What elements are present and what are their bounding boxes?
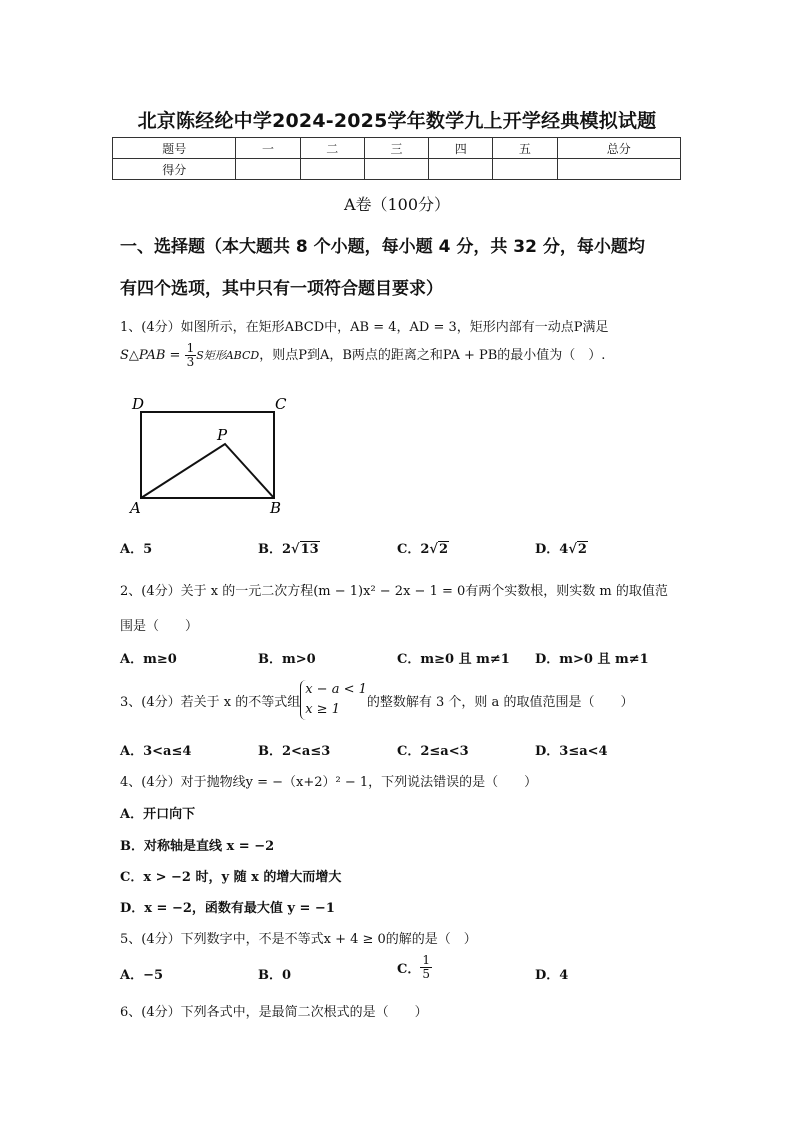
q1-area-rhs: S矩形ABCD [196, 349, 260, 362]
label-b: B [270, 499, 282, 517]
q4-text: 4、(4分）对于抛物线y = −（x+2）² − 1，下列说法错误的是（ ） [120, 775, 538, 790]
label-c: C [275, 395, 287, 413]
q1-condition [120, 342, 605, 369]
score-input-cell [493, 159, 557, 180]
q1-fraction: $\frac{1}{3}$ [186, 341, 195, 369]
q2-option-c[interactable]: C．m≥0 且 m≠1 [397, 652, 510, 667]
segments-pa-pb [141, 444, 274, 498]
q6-text: 6、(4分）下列各式中，是最简二次根式的是（ ） [120, 1005, 428, 1020]
q2-text-line1: 2、(4分）关于 x 的一元二次方程(m − 1)x² − 2x − 1 = 0有两个实数根，则实数 m 的取值范 [120, 584, 668, 599]
score-table-header-row [113, 138, 681, 159]
q3-inequality-system: x − a < 1 x ≥ 1 [300, 680, 367, 720]
q3-prefix: 3、(4分）若关于 x 的不等式组 [120, 694, 301, 710]
section-heading-line1: 一、选择题（本大题共 8 个小题，每小题 4 分，共 32 分，每小题均 [120, 237, 645, 257]
score-table [112, 137, 681, 180]
score-cell: 四 [429, 138, 493, 159]
score-input-cell [300, 159, 364, 180]
q2-option-d[interactable]: D．m>0 且 m≠1 [535, 652, 649, 667]
label-d: D [132, 395, 145, 413]
score-cell: 得分 [113, 159, 236, 180]
q4-option-a[interactable]: A．开口向下 [120, 807, 196, 822]
q5-fraction: $\frac{1}{5}$ [422, 953, 430, 981]
q2-option-b[interactable]: B．m>0 [258, 652, 316, 667]
score-cell: 一 [236, 138, 300, 159]
score-cell: 三 [364, 138, 428, 159]
q3-option-d[interactable]: D．3≤a<4 [535, 744, 608, 759]
q3-text [120, 680, 633, 720]
q1-text: 1、(4分）如图所示，在矩形ABCD中，AB = 4，AD = 3，矩形内部有一动点P满足 [120, 320, 609, 335]
rectangle-figure [128, 392, 288, 517]
q5-option-b[interactable]: B．0 [258, 968, 292, 983]
score-cell: 总分 [557, 138, 680, 159]
section-heading-line2: 有四个选项，其中只有一项符合题目要求） [120, 279, 443, 299]
q4-option-c[interactable]: C．x > −2 时，y 随 x 的增大而增大 [120, 870, 342, 885]
score-cell: 题号 [113, 138, 236, 159]
page-title: 北京陈经纶中学2024-2025学年数学九上开学经典模拟试题 [137, 110, 657, 132]
q4-option-b[interactable]: B．对称轴是直线 x = −2 [120, 839, 275, 854]
q4-option-d[interactable]: D．x = −2，函数有最大值 y = −1 [120, 901, 335, 916]
q5-option-a[interactable]: A．−5 [120, 968, 164, 983]
score-input-cell [236, 159, 300, 180]
q1-option-d[interactable]: D．4√2 [535, 542, 587, 557]
q1-area-lhs: S△PAB = [120, 348, 185, 363]
q3-suffix: 的整数解有 3 个，则 a 的取值范围是（ ） [366, 694, 634, 710]
score-input-cell [557, 159, 680, 180]
q3-option-b[interactable]: B．2<a≤3 [258, 744, 331, 759]
score-table-score-row [113, 159, 681, 180]
label-p: P [217, 426, 228, 444]
score-cell: 二 [300, 138, 364, 159]
q1-option-c[interactable]: C．2√2 [397, 542, 448, 557]
q5-text: 5、(4分）下列数字中，不是不等式x + 4 ≥ 0的解的是（ ） [120, 932, 477, 947]
label-a: A [130, 499, 141, 517]
q1-option-a[interactable]: A．5 [120, 542, 153, 557]
q2-option-a[interactable]: A．m≥0 [120, 652, 177, 667]
q3-option-a[interactable]: A．3<a≤4 [120, 744, 192, 759]
q3-option-c[interactable]: C．2≤a<3 [397, 744, 469, 759]
score-cell: 五 [493, 138, 557, 159]
q1-question: ，则点P到A，B两点的距离之和PA + PB的最小值为（ ）. [259, 348, 606, 363]
paper-part-label: A卷（100分） [343, 195, 451, 214]
q5-option-c[interactable]: C． $\frac{1}{5}$ [397, 953, 430, 981]
score-input-cell [429, 159, 493, 180]
q5-option-d[interactable]: D．4 [535, 968, 569, 983]
score-input-cell [364, 159, 428, 180]
q1-option-b[interactable]: B．2√13 [258, 542, 319, 557]
q2-text-line2: 围是（ ） [120, 619, 199, 634]
